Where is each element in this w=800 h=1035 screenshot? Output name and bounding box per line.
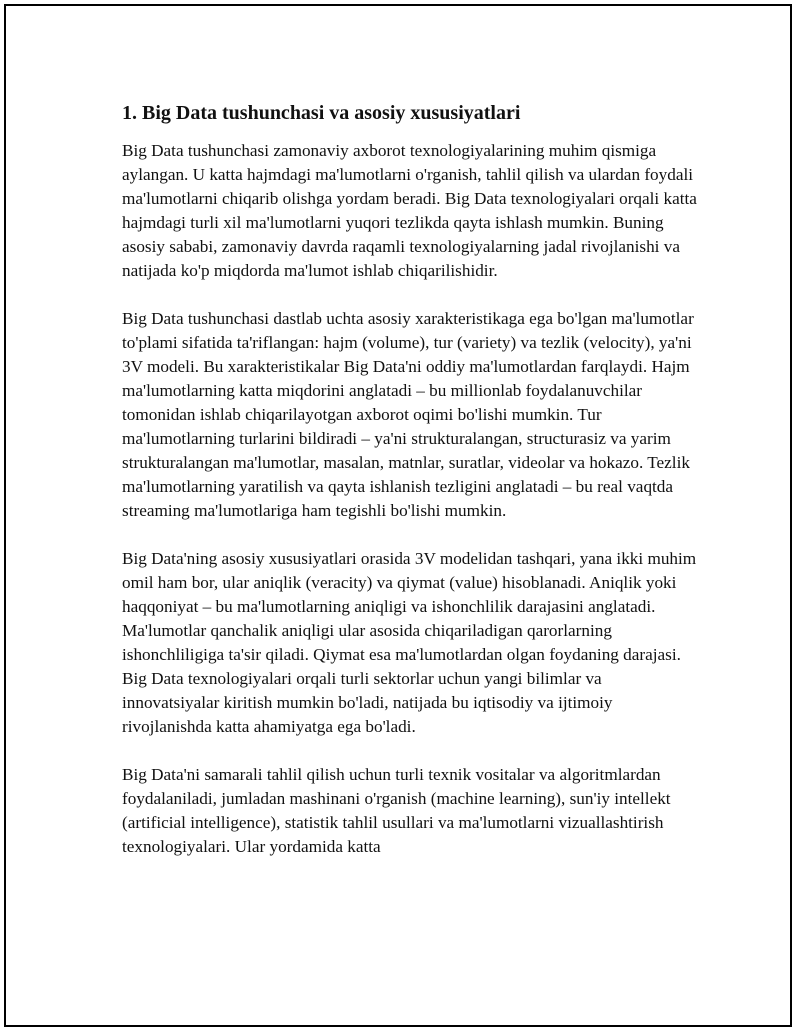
paragraph-intro: Big Data tushunchasi zamonaviy axborot texnologiyalarining muhim qismiga aylangan. U katta hajmdagi ma'lumotlarni o'rganish, tahlil qilish va ulardan foydali ma'lumotlarni chiqarib olishga yordam beradi. Big Data texnologiyalari orqali katta hajmdagi turli xil ma'lumotlarni yuqori tezlikda qayta ishlash mumkin. Buning asosiy sababi, zamonaviy davrda raqamli texnologiyalarning jadal rivojlanishi va natijada ko'p miqdorda ma'lumot ishlab chiqarilishidir. bbox=[122, 141, 697, 280]
paragraph-analysis-tools: Big Data'ni samarali tahlil qilish uchun turli texnik vositalar va algoritmlardan foydalaniladi, jumladan mashinani o'rganish (machine learning), sun'iy intellekt (artificial intelligence), statistik tahlil usullari va ma'lumotlarni vizuallashtirish texnologiyalari. Ular yordamida katta bbox=[122, 765, 671, 856]
section-heading: 1. Big Data tushunchasi va asosiy xususiyatlari bbox=[122, 102, 521, 124]
paragraph-veracity-value: Big Data'ning asosiy xususiyatlari orasida 3V modelidan tashqari, yana ikki muhim omil ham bor, ular aniqlik (veracity) va qiymat (value) hisoblanadi. Aniqlik yoki haqqoniyat – bu ma'lumotlarning aniqligi va ishonchlilik darajasini anglatadi. Ma'lumotlar qanchalik aniqligi ular asosida chiqariladigan qarorlarning ishonchliligiga ta'sir qiladi. Qiymat esa ma'lumotlardan olgan foydaning darajasi. Big Data texnologiyalari orqali turli sektorlar uchun yangi bilimlar va innovatsiyalar kiritish mumkin bo'ladi, natijada bu iqtisodiy va ijtimoiy rivojlanishda katta ahamiyatga ega bo'ladi. bbox=[122, 549, 697, 736]
page-frame bbox=[4, 4, 792, 1027]
document-body bbox=[122, 99, 702, 883]
paragraph-3v-model: Big Data tushunchasi dastlab uchta asosiy xarakteristikaga ega bo'lgan ma'lumotlar to'plami sifatida ta'riflangan: hajm (volume), tur (variety) va tezlik (velocity), ya'ni 3V modeli. Bu xarakteristikalar Big Data'ni oddiy ma'lumotlardan farqlaydi. Hajm ma'lumotlarning katta miqdorini anglatadi – bu millionlab foydalanuvchilar tomonidan ishlab chiqarilayotgan axborot oqimi bo'lishi mumkin. Tur ma'lumotlarning turlarini bildiradi – ya'ni strukturalangan, structurasiz va yarim strukturalangan ma'lumotlar, masalan, matnlar, suratlar, videolar va hokazo. Tezlik ma'lumotlarning yaratilish va qayta ishlanish tezligini anglatadi – bu real vaqtda streaming ma'lumotlariga ham tegishli bo'lishi mumkin. bbox=[122, 309, 694, 520]
